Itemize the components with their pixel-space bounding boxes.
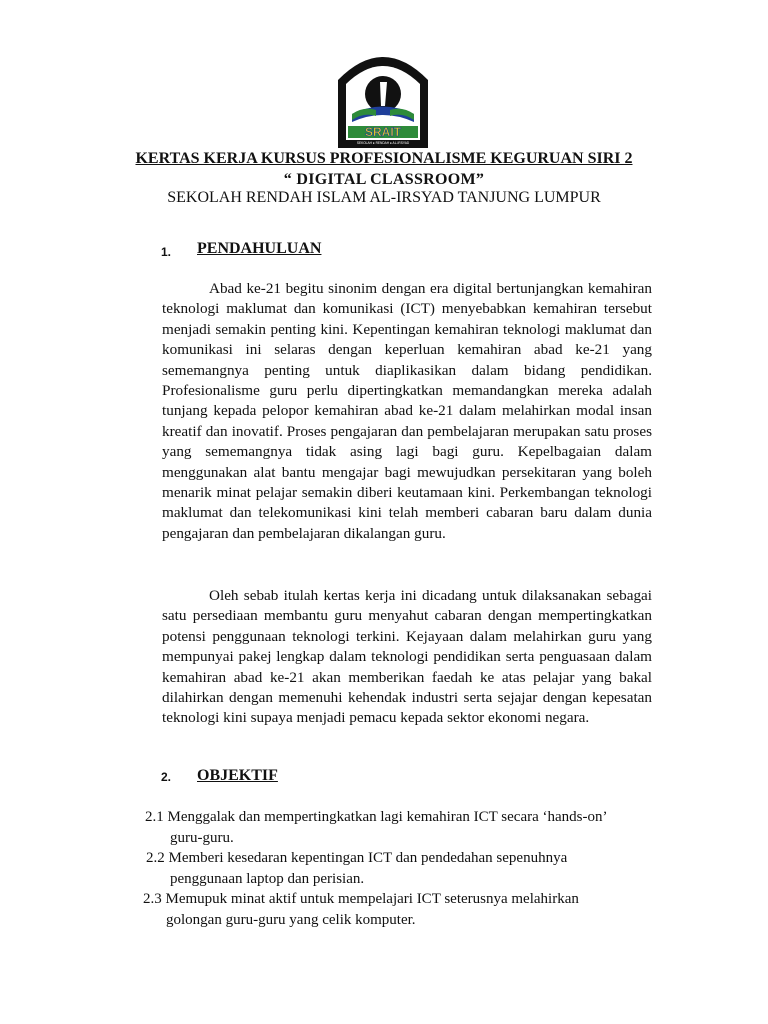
section-number: 2. (161, 770, 172, 784)
section-number: 1. (161, 245, 172, 259)
objective-item-continuation: guru-guru. (170, 830, 234, 846)
section-title-objektif: OBJEKTIF (197, 767, 278, 784)
school-logo (334, 44, 432, 150)
objective-item-continuation: penggunaan laptop dan perisian. (170, 871, 365, 887)
objective-item: 2.3 Memupuk minat aktif untuk mempelajari ICT seterusnya melahirkan (143, 891, 579, 907)
paragraph: Abad ke-21 begitu sinonim dengan era digital bertunjangkan kemahiran teknologi maklumat dan komunikasi (ICT) menyebabkan kemahiran tersebut menjadi semakin penting kini. Kepentingan kemahiran teknologi maklumat dan komunikasi ini selaras dengan keperluan kemahiran abad ke-21 yang sememangnya penting untuk diaplikasikan dalam bidang pendidikan. Profesionalisme guru perlu dipertingkatkan memandangkan mereka adalah tunjang kepada pelopor kemahiran abad ke-21 dalam melahirkan modal insan kreatif dan inovatif. Proses pengajaran dan pembelajaran merupakan satu proses yang sememangnya tidak asing lagi bagi guru. Kepelbagaian dalam menggunakan alat bantu mengajar bagi mewujudkan persekitaran yang boleh menarik minat pelajar semakin diberi keutamaan kini. Perkembangan teknologi maklumat dan telekomunikasi kini telah memberi cabaran baru dalam dunia pengajaran dan pembelajaran dikalangan guru. (162, 280, 652, 542)
document-subtitle: “ DIGITAL CLASSROOM” (283, 171, 485, 188)
paragraph: Oleh sebab itulah kertas kerja ini dicadang untuk dilaksanakan sebagai satu persediaan membantu guru menyahut cabaran dengan mempertingkatkan potensi penggunaan teknologi terkini. Kejayaan dalam melahirkan guru yang mempunyai pakej lengkap dalam teknologi pendidikan serta penguasaan dalam kemahiran abad ke-21 akan memberikan faedah ke atas pelajar yang bakal dilahirkan dengan memenuhi kehendak industri serta sejajar dengan kepesatan teknologi kini supaya menjadi pemacu kepada sektor ekonomi negara. (162, 587, 652, 727)
objective-item: 2.2 Memberi kesedaran kepentingan ICT dan pendedahan sepenuhnya (146, 850, 568, 866)
school-name: SEKOLAH RENDAH ISLAM AL-IRSYAD TANJUNG LUMPUR (167, 189, 601, 206)
objective-item: 2.1 Menggalak dan mempertingkatkan lagi kemahiran ICT secara ‘hands-on’ (145, 809, 608, 825)
objective-item-continuation: golongan guru-guru yang celik komputer. (166, 912, 416, 928)
section-title-pendahuluan: PENDAHULUAN (197, 240, 322, 257)
document-title: KERTAS KERJA KURSUS PROFESIONALISME KEGURUAN SIRI 2 (135, 150, 633, 167)
logo-text: SRAIT (365, 125, 401, 139)
logo-subtext: SEKOLAH ● RENDAH ● AL-IRSYAD (356, 141, 410, 145)
